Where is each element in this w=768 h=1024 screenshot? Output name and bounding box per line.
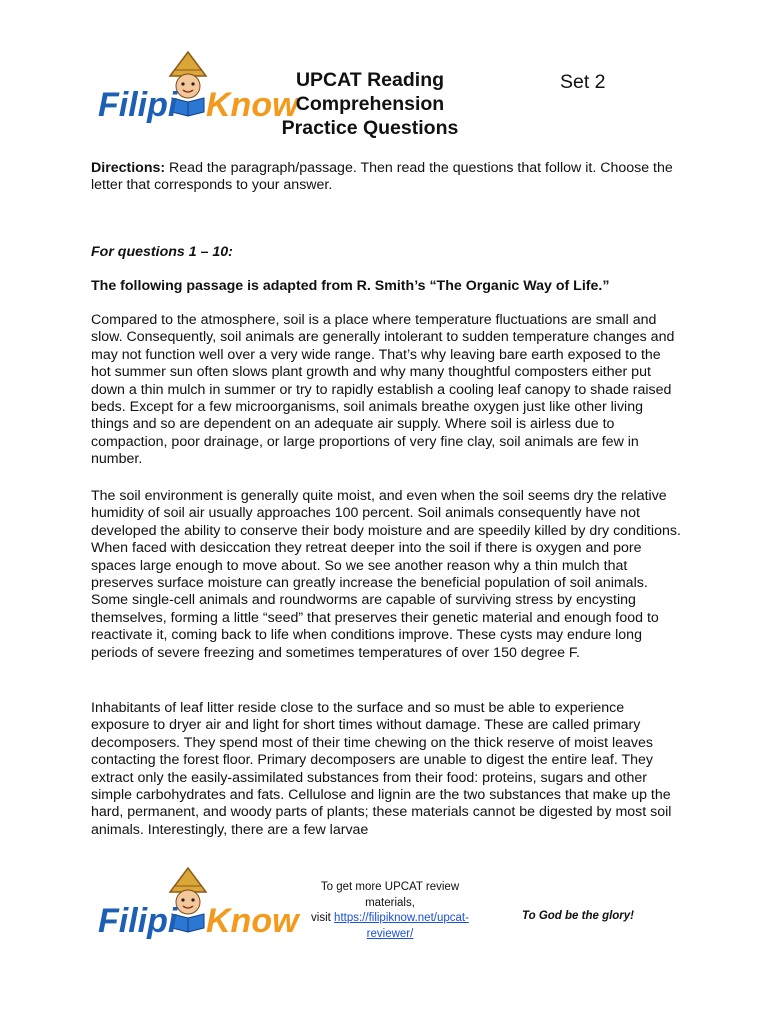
footer-line-2 [300, 911, 480, 942]
directions-text: Read the paragraph/passage. Then read the questions that follow it. Choose the letter that corresponds to your answer. [91, 160, 673, 194]
svg-text:Filipi: Filipi [98, 902, 178, 940]
passage-paragraph-3: Inhabitants of leaf litter reside close to the surface and so must be able to experience exposure to dryer air and light for short times without damage. These are called primary decomposers. They spend most of their time chewing on the thick reserve of moist leaves contacting the forest floor. Primary decomposers are unable to digest the entire leaf. They extract only the easily-assimilated substances from their food: proteins, sugars and other simple carbohydrates and fats. Cellulose and lignin are the two substances that make up the hard, permanent, and woody parts of plants; these materials cannot be digested by most soil animals. Interestingly, there are a few larvae [91, 700, 672, 838]
section-label: For questions 1 – 10: [91, 244, 233, 260]
title-line-3: Practice Questions [281, 117, 459, 139]
footer-tagline: To God be the glory! [522, 910, 635, 922]
document-title [280, 68, 460, 140]
source-line: The following passage is adapted from R. Smith’s “The Organic Way of Life.” [91, 278, 610, 294]
directions [91, 160, 681, 195]
filipiknow-footer-logo-mark [92, 862, 299, 952]
filipiknow-logo [92, 46, 299, 136]
passage-paragraph-2: The soil environment is generally quite moist, and even when the soil seems dry the relative humidity of soil air usually approaches 100 percent. Soil animals consequently have not developed the ability to conserve their body moisture and are speedily killed by dry conditions. When faced with desiccation they retreat deeper into the soil if there is oxygen and pore spaces large enough to move about. So we see another reason why a thin mulch that preserves surface moisture can greatly increase the beneficial population of soil animals. Some single-cell animals and roundworms are capable of surviving stress by encysting themselves, forming a little “seed” that preserves their genetic material and enough food to reactivate it, coming back to life when conditions improve. These cysts may endure long periods of severe freezing and sometimes temperatures of over 150 degree F. [91, 488, 681, 661]
directions-label: Directions: [91, 160, 166, 176]
passage-paragraph-1: Compared to the atmosphere, soil is a place where temperature fluctuations are small and slow. Consequently, soil animals are generally intolerant to sudden temperature changes and may not function well over a very wide range. That’s why leaving bare earth exposed to the hot summer sun often slows plant growth and why many thoughtful composters either put down a thin mulch in summer or try to rapidly establish a cooling leaf canopy to shade raised beds. Except for a few microorganisms, soil animals breathe oxygen just like other living things and so are dependent on an adequate air supply. Where soil is airless due to compaction, poor drainage, or large proportions of very fine clay, soil animals are few in number. [91, 312, 675, 468]
upcat-reviewer-link[interactable]: https://filipiknow.net/upcat-reviewer/ [334, 912, 469, 940]
set-label: Set 2 [560, 71, 606, 93]
title-line-2: Comprehension [295, 93, 445, 115]
filipiknow-logo-mark [92, 46, 299, 136]
footer-visit-text: visit [311, 912, 335, 924]
svg-text:Know: Know [206, 902, 299, 940]
title-line-1: UPCAT Reading [295, 69, 445, 91]
svg-text:Know: Know [206, 86, 299, 124]
footer-note [300, 880, 480, 942]
svg-text:Filipi: Filipi [98, 86, 178, 124]
filipiknow-footer-logo [92, 862, 299, 952]
footer-line-1: To get more UPCAT review materials, [320, 881, 460, 909]
